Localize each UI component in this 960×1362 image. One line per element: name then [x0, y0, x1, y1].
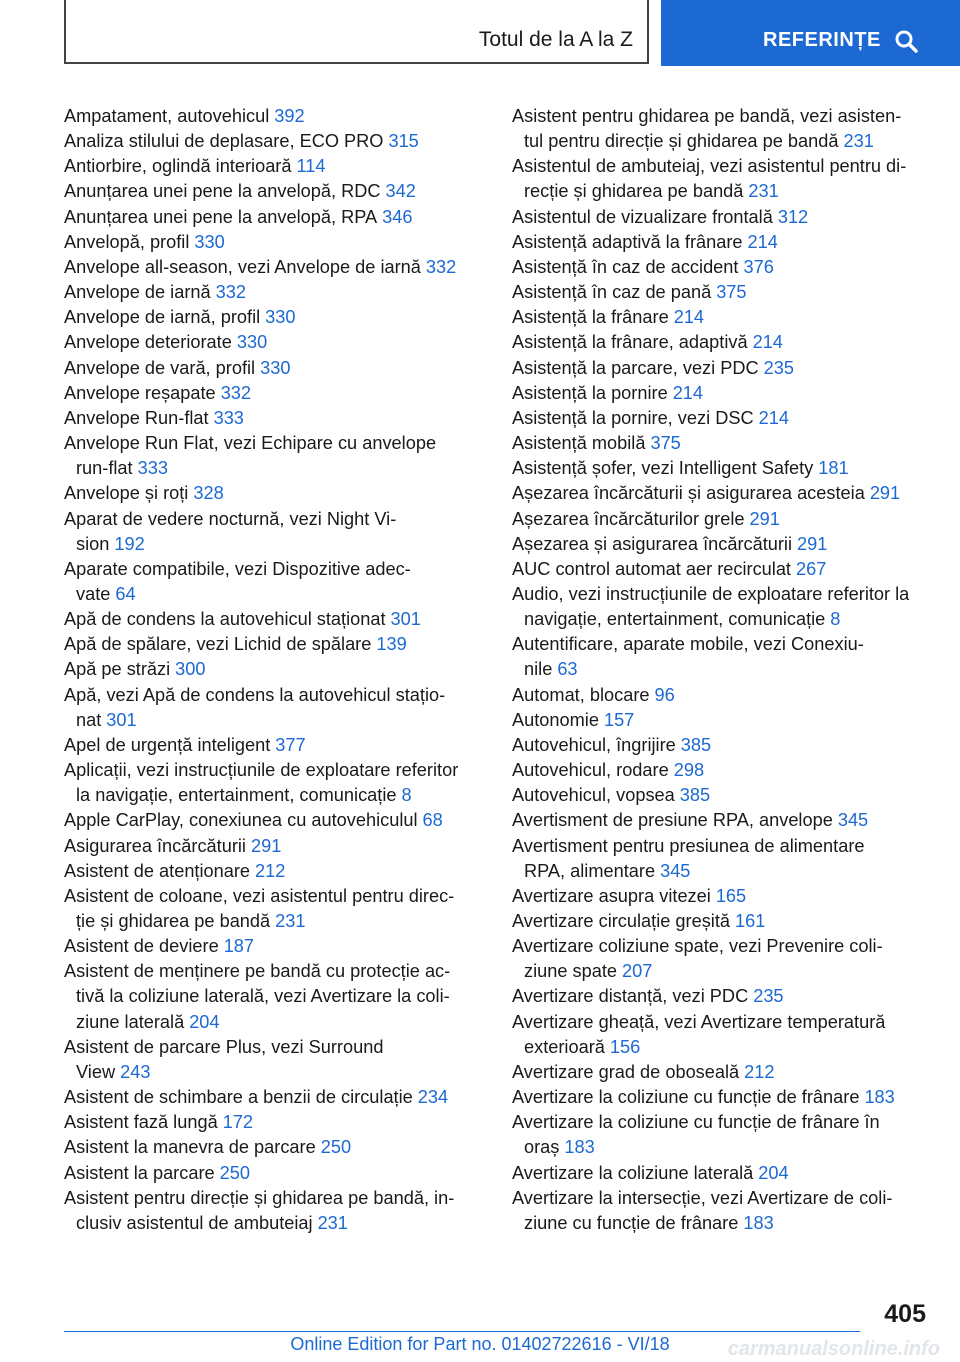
- page-reference-link[interactable]: 187: [223, 936, 255, 957]
- index-entry-text: Asistență la frânare, adaptivă: [512, 332, 748, 353]
- index-entry: [512, 154, 932, 204]
- index-entry: [512, 1161, 932, 1186]
- index-entry: [64, 1135, 480, 1160]
- index-entry-text: Avertizare gheață, vezi Avertizare temperatură: [512, 1011, 886, 1032]
- index-entry: [512, 255, 932, 280]
- index-entry: [64, 834, 480, 859]
- page-reference-link[interactable]: 207: [622, 961, 653, 982]
- page-reference-link[interactable]: 330: [260, 357, 291, 378]
- index-entry-text: vate: [76, 583, 111, 604]
- page-reference-link[interactable]: 63: [557, 659, 578, 680]
- page-reference-link[interactable]: 301: [106, 709, 137, 730]
- index-entry: [512, 884, 932, 909]
- page-reference-link[interactable]: 345: [837, 810, 869, 831]
- index-entry: [64, 1035, 480, 1085]
- page-reference-link[interactable]: 342: [385, 181, 416, 202]
- index-entry: [64, 1186, 480, 1236]
- index-entry: [64, 884, 480, 934]
- index-entry: [512, 507, 932, 532]
- index-entry-text: Asistență mobilă: [512, 433, 646, 454]
- index-entry: [512, 632, 932, 682]
- index-entry-text: Asistent de atenționare: [64, 860, 251, 881]
- index-entry-text: Aparat de vedere nocturnă, vezi Night Vi-: [64, 508, 397, 529]
- index-entry-text: Autonomie: [512, 709, 599, 730]
- index-entry: [512, 381, 932, 406]
- index-entry: [512, 205, 932, 230]
- page-reference-link[interactable]: 156: [609, 1036, 641, 1057]
- index-entry: [512, 683, 932, 708]
- index-entry-text: Ampatament, autovehicul: [64, 106, 270, 126]
- index-entry-text: tul pentru direcție și ghidarea pe bandă: [524, 131, 839, 152]
- index-entry: [512, 1060, 932, 1085]
- index-entry-text: Asistență la parcare, vezi PDC: [512, 357, 759, 378]
- index-entry-text: Apă pe străzi: [64, 659, 171, 680]
- index-entry: [64, 557, 480, 607]
- page-reference-link[interactable]: 96: [654, 684, 675, 705]
- page-reference-link[interactable]: 212: [255, 860, 286, 881]
- page-reference-link[interactable]: 377: [275, 734, 306, 755]
- index-entry-text: Avertizare grad de oboseală: [512, 1061, 740, 1082]
- page-reference-link[interactable]: 385: [680, 734, 712, 755]
- page-reference-link[interactable]: 234: [417, 1087, 449, 1108]
- index-entry: [64, 205, 480, 230]
- page-reference-link[interactable]: 291: [749, 508, 780, 529]
- watermark: carmanualsonline.info: [727, 1338, 940, 1360]
- page-number: 405: [884, 1300, 926, 1328]
- page-reference-link[interactable]: 214: [758, 407, 789, 428]
- page-reference-link[interactable]: 214: [672, 382, 704, 403]
- index-entry-text: recție și ghidarea pe bandă: [524, 181, 744, 202]
- index-entry: [64, 657, 480, 682]
- index-entry-text: Asistentul de vizualizare frontală: [512, 206, 773, 227]
- page-reference-link[interactable]: 330: [194, 231, 225, 252]
- index-entry-text: Anunțarea unei pene la anvelopă, RDC: [64, 181, 381, 202]
- footer-divider: [64, 1331, 860, 1332]
- index-entry-text: Avertizare circulație greșită: [512, 911, 731, 931]
- page-reference-link[interactable]: 332: [220, 382, 252, 403]
- page-reference-link[interactable]: 301: [390, 609, 421, 630]
- page-reference-link[interactable]: 231: [317, 1212, 348, 1233]
- page-reference-link[interactable]: 181: [818, 458, 849, 479]
- index-entry-text: Autentificare, aparate mobile, vezi Conexiu-: [512, 634, 864, 655]
- page-reference-link[interactable]: 346: [382, 206, 413, 227]
- index-entry: [512, 1010, 932, 1060]
- page-reference-link[interactable]: 212: [744, 1061, 775, 1082]
- index-entry: [512, 280, 932, 305]
- page-reference-link[interactable]: 157: [603, 709, 635, 730]
- index-entry: [64, 758, 480, 808]
- index-entry: [64, 1161, 480, 1186]
- index-entry-text: Anvelope Run-flat: [64, 407, 209, 428]
- page-reference-link[interactable]: 235: [763, 357, 795, 378]
- index-entry-text: Asigurarea încărcăturii: [64, 835, 246, 856]
- index-entry-text: Apă de condens la autovehicul staționat: [64, 609, 386, 630]
- index-entry: [512, 834, 932, 884]
- page-reference-link[interactable]: 291: [797, 533, 828, 554]
- index-entry-text: Asistent la manevra de parcare: [64, 1137, 316, 1158]
- section-header-box: [64, 0, 649, 64]
- index-entry-text: run-flat: [76, 458, 133, 479]
- index-entry-text: Asistență la pornire, vezi DSC: [512, 407, 754, 428]
- index-entry-text: Asistență la pornire: [512, 382, 668, 403]
- index-entry: [64, 356, 480, 381]
- index-entry-text: Asistent de schimbare a benzii de circulație: [64, 1087, 413, 1108]
- page-reference-link[interactable]: 68: [422, 810, 443, 831]
- index-entry-text: Anvelope de iarnă, profil: [64, 307, 261, 328]
- page-reference-link[interactable]: 192: [114, 533, 145, 554]
- page-reference-link[interactable]: 231: [748, 181, 779, 202]
- index-entry: [64, 607, 480, 632]
- index-entry-text: ziune cu funcție de frânare: [524, 1212, 739, 1233]
- index-entry: [64, 154, 480, 179]
- page-reference-link[interactable]: 332: [425, 256, 457, 277]
- index-entry: [512, 934, 932, 984]
- index-entry: [64, 280, 480, 305]
- index-entry-text: Apă de spălare, vezi Lichid de spălare: [64, 634, 372, 655]
- index-entry: [64, 934, 480, 959]
- index-column-right: [512, 104, 932, 1236]
- index-entry-text: Analiza stilului de deplasare, ECO PRO: [64, 131, 384, 152]
- page-reference-link[interactable]: 330: [265, 307, 296, 328]
- index-entry-text: Asistență la frânare: [512, 307, 669, 328]
- index-entry-text: Apel de urgență inteligent: [64, 734, 271, 755]
- index-entry: [512, 808, 932, 833]
- page-reference-link[interactable]: 183: [564, 1137, 595, 1158]
- index-entry: [64, 431, 480, 481]
- index-entry-text: Anvelopă, profil: [64, 231, 190, 252]
- index-entry-text: Asistentul de ambuteiaj, vezi asistentul pentru di-: [512, 156, 907, 177]
- page-reference-link[interactable]: 375: [650, 433, 681, 454]
- index-entry: [512, 456, 932, 481]
- section-title: Totul de la A la Z: [478, 28, 633, 51]
- index-entry-text: Avertizare la coliziune laterală: [512, 1162, 754, 1183]
- index-entry-text: ziune laterală: [76, 1011, 185, 1032]
- page-reference-link[interactable]: 312: [777, 206, 809, 227]
- page-reference-link[interactable]: 332: [215, 282, 246, 303]
- index-entry-text: AUC control automat aer recirculat: [512, 558, 791, 579]
- page-reference-link[interactable]: 183: [864, 1087, 895, 1108]
- index-entry-text: Avertizare asupra vitezei: [512, 885, 711, 906]
- references-tab-label: REFERINȚE: [763, 29, 881, 51]
- page-reference-link[interactable]: 231: [843, 131, 874, 152]
- index-entry: [512, 532, 932, 557]
- index-entry-text: Asistență șofer, vezi Intelligent Safety: [512, 458, 814, 479]
- index-entry-text: Apă, vezi Apă de condens la autovehicul stațio-: [64, 684, 446, 705]
- index-entry-text: Anvelope de iarnă: [64, 282, 211, 303]
- index-entry: [512, 406, 932, 431]
- index-entry: [64, 305, 480, 330]
- page-reference-link[interactable]: 250: [219, 1162, 250, 1183]
- index-entry-text: Audio, vezi instrucțiunile de exploatare referitor la: [512, 583, 910, 604]
- index-entry: [512, 733, 932, 758]
- page-reference-link[interactable]: 161: [735, 911, 766, 931]
- index-entry: [64, 632, 480, 657]
- page-reference-link[interactable]: 139: [376, 634, 407, 655]
- index-entry: [512, 758, 932, 783]
- index-entry-text: Asistent la parcare: [64, 1162, 215, 1183]
- index-entry-text: Avertisment de presiune RPA, anvelope: [512, 810, 833, 831]
- index-entry-text: Așezarea și asigurarea încărcăturii: [512, 533, 793, 554]
- index-entry: [512, 909, 932, 934]
- index-entry-text: Asistență în caz de accident: [512, 256, 739, 277]
- index-entry: [64, 179, 480, 204]
- references-tab[interactable]: [661, 0, 960, 66]
- index-entry-text: Anvelope deteriorate: [64, 332, 232, 353]
- index-entry-text: Antiorbire, oglindă interioară: [64, 156, 292, 177]
- index-entry-text: Anvelope Run Flat, vezi Echipare cu anvelope: [64, 433, 437, 454]
- index-entry-text: Anvelope și roți: [64, 483, 189, 504]
- index-entry: [64, 507, 480, 557]
- page-reference-link[interactable]: 300: [175, 659, 206, 680]
- page-reference-link[interactable]: 204: [189, 1011, 220, 1032]
- index-entry: [64, 1085, 480, 1110]
- index-entry-text: Automat, blocare: [512, 684, 650, 705]
- index-entry-text: Așezarea încărcăturilor grele: [512, 508, 745, 529]
- page-reference-link[interactable]: 333: [213, 407, 244, 428]
- index-entry: [512, 1110, 932, 1160]
- page-reference-link[interactable]: 172: [222, 1112, 254, 1133]
- index-entry-text: Asistent de coloane, vezi asistentul pentru direc-: [64, 885, 455, 906]
- page-reference-link[interactable]: 8: [401, 785, 412, 806]
- page-reference-link[interactable]: 114: [296, 156, 326, 177]
- index-entry-text: Asistent de parcare Plus, vezi Surround: [64, 1036, 384, 1057]
- index-entry: [64, 859, 480, 884]
- page-reference-link[interactable]: 214: [673, 307, 705, 328]
- index-entry-text: Anunțarea unei pene la anvelopă, RPA: [64, 206, 378, 227]
- index-entry: [64, 808, 480, 833]
- index-entry: [64, 406, 480, 431]
- page-reference-link[interactable]: 235: [753, 986, 784, 1007]
- index-entry-text: nile: [524, 659, 553, 680]
- page-reference-link[interactable]: 333: [137, 458, 168, 479]
- index-entry: [512, 330, 932, 355]
- page-reference-link[interactable]: 243: [120, 1061, 151, 1082]
- index-entry-text: ziune spate: [524, 961, 618, 982]
- search-icon[interactable]: [894, 29, 918, 53]
- index-entry-text: View: [76, 1061, 116, 1082]
- page-reference-link[interactable]: 375: [716, 282, 747, 303]
- index-entry: [512, 1085, 932, 1110]
- index-entry-text: la navigație, entertainment, comunicație: [76, 785, 397, 806]
- page-reference-link[interactable]: 267: [796, 558, 827, 579]
- index-entry: [64, 255, 480, 280]
- index-entry: [64, 733, 480, 758]
- index-entry: [512, 230, 932, 255]
- index-entry-text: Aplicații, vezi instrucțiunile de exploatare referitor: [64, 760, 459, 781]
- page-reference-link[interactable]: 231: [275, 911, 306, 931]
- index-entry-text: Anvelope all-season, vezi Anvelope de iarnă: [64, 256, 421, 277]
- index-entry-text: Autovehicul, vopsea: [512, 785, 675, 806]
- index-entry-text: Avertizare la coliziune cu funcție de frânare: [512, 1087, 860, 1108]
- index-entry: [512, 356, 932, 381]
- index-entry-text: Asistent fază lungă: [64, 1112, 218, 1133]
- index-entry: [512, 557, 932, 582]
- index-entry: [512, 582, 932, 632]
- index-entry: [512, 708, 932, 733]
- index-entry: [512, 783, 932, 808]
- index-entry: [512, 431, 932, 456]
- index-entry-text: sion: [76, 533, 110, 554]
- page-reference-link[interactable]: 392: [274, 106, 305, 126]
- page-reference-link[interactable]: 330: [236, 332, 268, 353]
- index-entry-text: navigație, entertainment, comunicație: [524, 609, 826, 630]
- page-reference-link[interactable]: 183: [743, 1212, 774, 1233]
- index-entry-text: tivă la coliziune laterală, vezi Avertizare la coli-: [76, 986, 450, 1007]
- index-entry-text: Autovehicul, rodare: [512, 760, 669, 781]
- index-entry-text: Asistent pentru ghidarea pe bandă, vezi asisten-: [512, 106, 902, 126]
- page-reference-link[interactable]: 298: [673, 760, 705, 781]
- index-entry-text: exterioară: [524, 1036, 605, 1057]
- index-entry-text: Asistență în caz de pană: [512, 282, 712, 303]
- index-entry-text: ție și ghidarea pe bandă: [76, 911, 271, 931]
- page-reference-link[interactable]: 165: [715, 885, 747, 906]
- index-entry: [64, 129, 480, 154]
- index-entry-text: Avertisment pentru presiunea de alimentare: [512, 835, 865, 856]
- page-reference-link[interactable]: 345: [660, 860, 691, 881]
- footer-edition: Online Edition for Part no. 01402722616 - VI/18: [290, 1334, 670, 1354]
- index-entry: [512, 305, 932, 330]
- index-entry: [64, 104, 480, 129]
- index-entry-text: Asistent de menținere pe bandă cu protecție ac-: [64, 961, 451, 982]
- index-entry-text: Avertizare distanță, vezi PDC: [512, 986, 749, 1007]
- index-entry-text: Așezarea încărcăturii și asigurarea acesteia: [512, 483, 865, 504]
- index-entry-text: Autovehicul, îngrijire: [512, 734, 676, 755]
- index-entry: [64, 330, 480, 355]
- index-entry-text: Avertizare la intersecție, vezi Avertizare de coli-: [512, 1187, 893, 1208]
- index-entry: [64, 683, 480, 733]
- index-entry: [64, 1110, 480, 1135]
- index-entry-text: Aparate compatibile, vezi Dispozitive adec-: [64, 558, 411, 579]
- index-entry: [64, 381, 480, 406]
- page-reference-link[interactable]: 315: [388, 131, 419, 152]
- index-entry-text: Apple CarPlay, conexiunea cu autovehiculul: [64, 810, 418, 831]
- index-entry-text: oraș: [524, 1137, 560, 1158]
- page-reference-link[interactable]: 214: [752, 332, 783, 353]
- page-reference-link[interactable]: 376: [743, 256, 774, 277]
- index-entry: [512, 984, 932, 1009]
- index-entry: [512, 104, 932, 154]
- index-entry-text: Anvelope reșapate: [64, 382, 216, 403]
- index-entry-text: Anvelope de vară, profil: [64, 357, 256, 378]
- page-reference-link[interactable]: 385: [679, 785, 711, 806]
- page-reference-link[interactable]: 204: [758, 1162, 789, 1183]
- index-entry-text: Avertizare coliziune spate, vezi Prevenire coli-: [512, 936, 883, 957]
- page-reference-link[interactable]: 64: [115, 583, 136, 604]
- index-entry-text: Asistent de deviere: [64, 936, 219, 957]
- index-entry: [512, 1186, 932, 1236]
- page-reference-link[interactable]: 291: [869, 483, 901, 504]
- index-entry-text: clusiv asistentul de ambuteiaj: [76, 1212, 313, 1233]
- index-entry: [512, 481, 932, 506]
- index-entry: [64, 481, 480, 506]
- index-entry-text: RPA, alimentare: [524, 860, 656, 881]
- index-entry-text: Asistent pentru direcție și ghidarea pe bandă, in-: [64, 1187, 455, 1208]
- page-reference-link[interactable]: 328: [193, 483, 224, 504]
- index-entry: [64, 959, 480, 1034]
- index-entry: [64, 230, 480, 255]
- page-reference-link[interactable]: 214: [747, 231, 778, 252]
- page-reference-link[interactable]: 250: [320, 1137, 352, 1158]
- page-reference-link[interactable]: 8: [830, 609, 841, 630]
- page-reference-link[interactable]: 291: [250, 835, 282, 856]
- index-entry-text: nat: [76, 709, 102, 730]
- index-column-left: [64, 104, 480, 1236]
- index-entry-text: Asistență adaptivă la frânare: [512, 231, 743, 252]
- index-entry-text: Avertizare la coliziune cu funcție de frânare în: [512, 1112, 880, 1133]
